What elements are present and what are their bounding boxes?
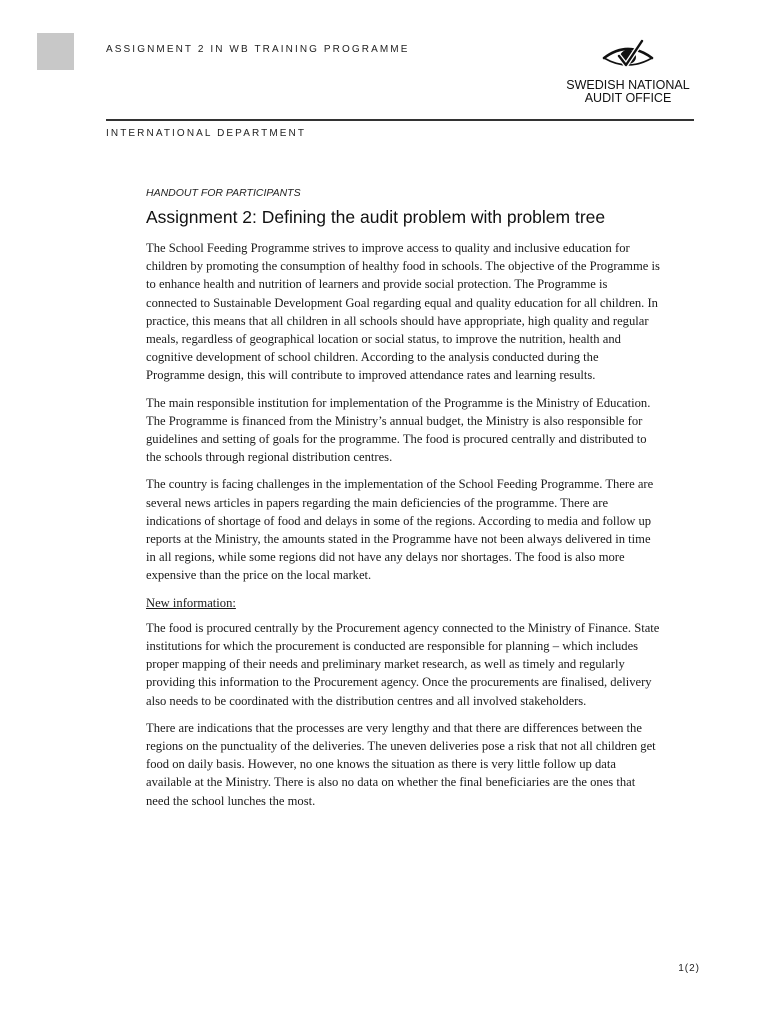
eye-check-icon — [602, 38, 654, 76]
header-title: ASSIGNMENT 2 IN WB TRAINING PROGRAMME — [106, 44, 410, 55]
logo — [558, 38, 698, 108]
body-paragraph: There are indications that the processes are very lengthy and that there are differences between the regions on the punctuality of the deliveries. The uneven deliveries pose a risk that not all children get food on daily basis. However, no one knows the situation as there is very little follow up data available at the Ministry. There is also no data on whether the final beneficiaries are the ones that need the school lunches the most. — [146, 720, 656, 808]
document-subtitle: HANDOUT FOR PARTICIPANTS — [146, 187, 301, 199]
body-paragraph: The food is procured centrally by the Procurement agency connected to the Ministry of Finance. State institutions for which the procurement is conducted are responsible for planning – which includes proper mapping of their needs and preliminary market research, as well as timely and regularly providing this information to the Procurement agency. Once the procurements are finalised, delivery also needs to be coordinated with the distribution centres and all involved stakeholders. — [146, 620, 660, 708]
page-number: 1(2) — [678, 963, 700, 974]
body-paragraph: The main responsible institution for implementation of the Programme is the Ministry of Education. The Programme is financed from the Ministry’s annual budget, the Ministry is also responsible for guidelines and setting of goals for the programme. The food is procured centrally and distributed to the schools through regional distribution centres. — [146, 395, 651, 465]
body-paragraph: The School Feeding Programme strives to improve access to quality and inclusive education for children by promoting the consumption of healthy food in schools. The objective of the Programme is to enhance health and nutrition of learners and provide social protection. The Programme is connected to Sustainable Development Goal regarding equal and quality education for all children. In practice, this means that all children in all schools should have appropriate, high quality and regular meals, regardless of geographical location or social status, to improve the nutrition, health and cognitive development of school children. According to the analysis conducted during the Programme design, this will contribute to improved attendance rates and learning results. — [146, 241, 660, 383]
document-body — [146, 239, 660, 819]
header-gray-square — [37, 33, 74, 70]
header-divider — [106, 119, 694, 121]
logo-line-2: AUDIT OFFICE — [584, 91, 672, 105]
new-info-heading: New information: — [146, 595, 236, 610]
department-label: INTERNATIONAL DEPARTMENT — [106, 128, 307, 139]
document-title: Assignment 2: Defining the audit problem with problem tree — [146, 207, 606, 227]
logo-line-1: SWEDISH NATIONAL — [566, 78, 690, 92]
body-paragraph: The country is facing challenges in the implementation of the School Feeding Programme. There are several news articles in papers regarding the main deficiencies of the programme. There are indications of shortage of food and delays in some of the regions. According to media and follow up reports at the Ministry, the amounts stated in the Programme have not been always delivered in time in all regions, while some regions did not have any delays nor shortages. The food is also more expensive than the price on the local market. — [146, 477, 654, 583]
logo-text — [558, 79, 698, 105]
